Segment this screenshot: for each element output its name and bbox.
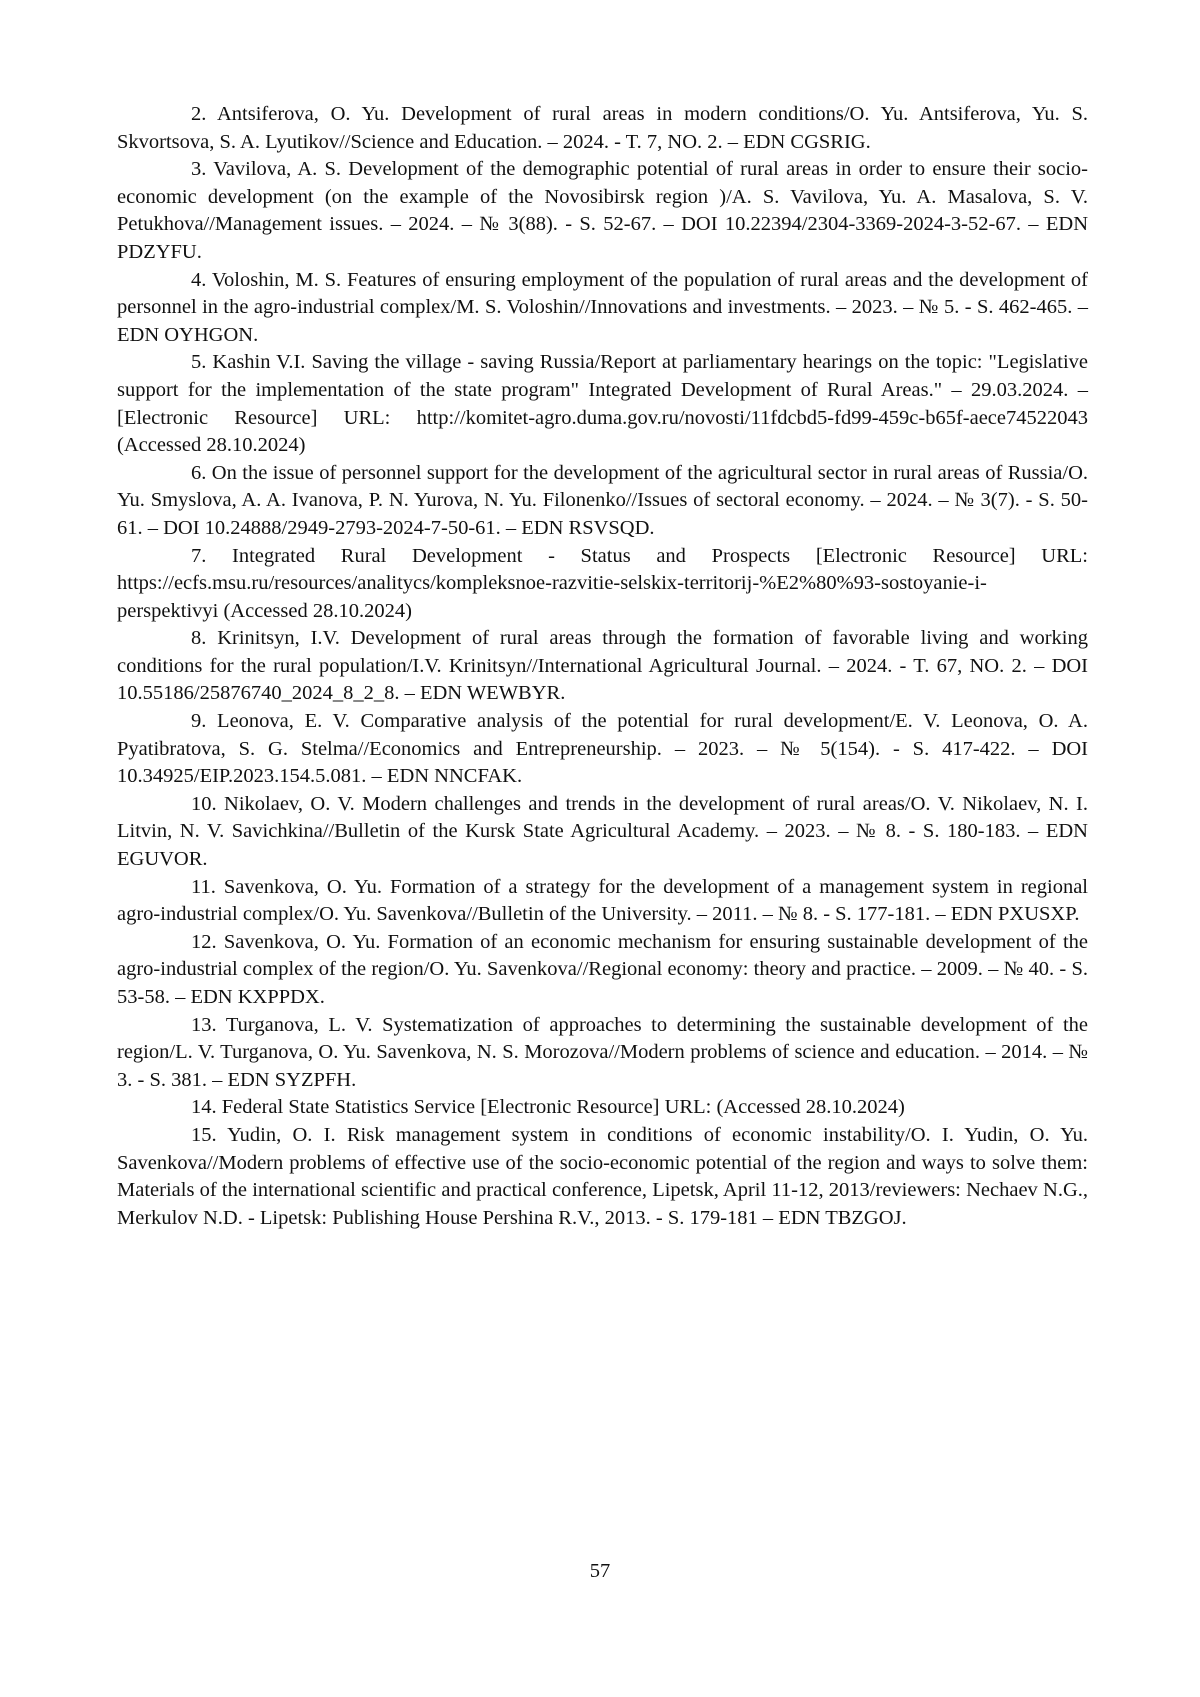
reference-item: 15. Yudin, O. I. Risk management system in conditions of economic instability/O. I. Yudin, O. Yu. Savenkova//Modern problems of effective use of the socio-economic potential of the region and ways to solve them: Materials of the international scientific and practical conference, Lipetsk, April 11-12, 2013/reviewers: Nechaev N.G., Merkulov N.D. - Lipetsk: Publishing House Pershina R.V., 2013. - S. 179-181 – EDN TBZGOJ. [117,1122,1088,1232]
reference-item: 4. Voloshin, M. S. Features of ensuring employment of the population of rural areas and the development of personnel in the agro-industrial complex/M. S. Voloshin//Innovations and investments. – 2023. – № 5. - S. 462-465. – EDN OYHGON. [117,267,1088,350]
reference-item: 6. On the issue of personnel support for the development of the agricultural sector in rural areas of Russia/O. Yu. Smyslova, A. A. Ivanova, P. N. Yurova, N. Yu. Filonenko//Issues of sectoral economy. – 2024. – № 3(7). - S. 50-61. – DOI 10.24888/2949-2793-2024-7-50-61. – EDN RSVSQD. [117,460,1088,543]
reference-item: 11. Savenkova, O. Yu. Formation of a strategy for the development of a management system in regional agro-industrial complex/O. Yu. Savenkova//Bulletin of the University. – 2011. – № 8. - S. 177-181. – EDN PXUSXP. [117,874,1088,929]
reference-list [117,101,1088,1232]
reference-item: 3. Vavilova, A. S. Development of the demographic potential of rural areas in order to ensure their socio-economic development (on the example of the Novosibirsk region )/A. S. Vavilova, Yu. A. Masalova, S. V. Petukhova//Management issues. – 2024. – № 3(88). - S. 52-67. – DOI 10.22394/2304-3369-2024-3-52-67. – EDN PDZYFU. [117,156,1088,266]
reference-item: 12. Savenkova, O. Yu. Formation of an economic mechanism for ensuring sustainable development of the agro-industrial complex of the region/O. Yu. Savenkova//Regional economy: theory and practice. – 2009. – № 40. - S. 53-58. – EDN KXPPDX. [117,929,1088,1012]
reference-item: 10. Nikolaev, O. V. Modern challenges and trends in the development of rural areas/O. V. Nikolaev, N. I. Litvin, N. V. Savichkina//Bulletin of the Kursk State Agricultural Academy. – 2023. – № 8. - S. 180-183. – EDN EGUVOR. [117,791,1088,874]
reference-item: 8. Krinitsyn, I.V. Development of rural areas through the formation of favorable living and working conditions for the rural population/I.V. Krinitsyn//International Agricultural Journal. – 2024. - T. 67, NO. 2. – DOI 10.55186/25876740_2024_8_2_8. – EDN WEWBYR. [117,625,1088,708]
reference-item: 2. Antsiferova, O. Yu. Development of rural areas in modern conditions/O. Yu. Antsiferova, Yu. S. Skvortsova, S. A. Lyutikov//Science and Education. – 2024. - T. 7, NO. 2. – EDN CGSRIG. [117,101,1088,156]
reference-item: 9. Leonova, E. V. Comparative analysis of the potential for rural development/E. V. Leonova, O. A. Pyatibratova, S. G. Stelma//Economics and Entrepreneurship. – 2023. – № 5(154). - S. 417-422. – DOI 10.34925/EIP.2023.154.5.081. – EDN NNCFAK. [117,708,1088,791]
reference-item: 5. Kashin V.I. Saving the village - saving Russia/Report at parliamentary hearings on the topic: "Legislative support for the implementation of the state program" Integrated Development of Rural Areas." – 29.03.2024. – [Electronic Resource] URL: http://komitet-agro.duma.gov.ru/novosti/11fdcbd5-fd99-459c-b65f-aece74522043 (Accessed 28.10.2024) [117,349,1088,459]
reference-item: 7. Integrated Rural Development - Status and Prospects [Electronic Resource] URL: https://ecfs.msu.ru/resources/analitycs/kompleksnoe-razvitie-selskix-territorij-%E2%80%93-sostoyanie-i-perspektivyi (Accessed 28.10.2024) [117,543,1088,626]
document-page [0,0,1200,1697]
page-number: 57 [0,1558,1200,1585]
reference-item: 14. Federal State Statistics Service [Electronic Resource] URL: (Accessed 28.10.2024) [117,1094,1088,1122]
reference-item: 13. Turganova, L. V. Systematization of approaches to determining the sustainable development of the region/L. V. Turganova, O. Yu. Savenkova, N. S. Morozova//Modern problems of science and education. – 2014. – № 3. - S. 381. – EDN SYZPFH. [117,1012,1088,1095]
